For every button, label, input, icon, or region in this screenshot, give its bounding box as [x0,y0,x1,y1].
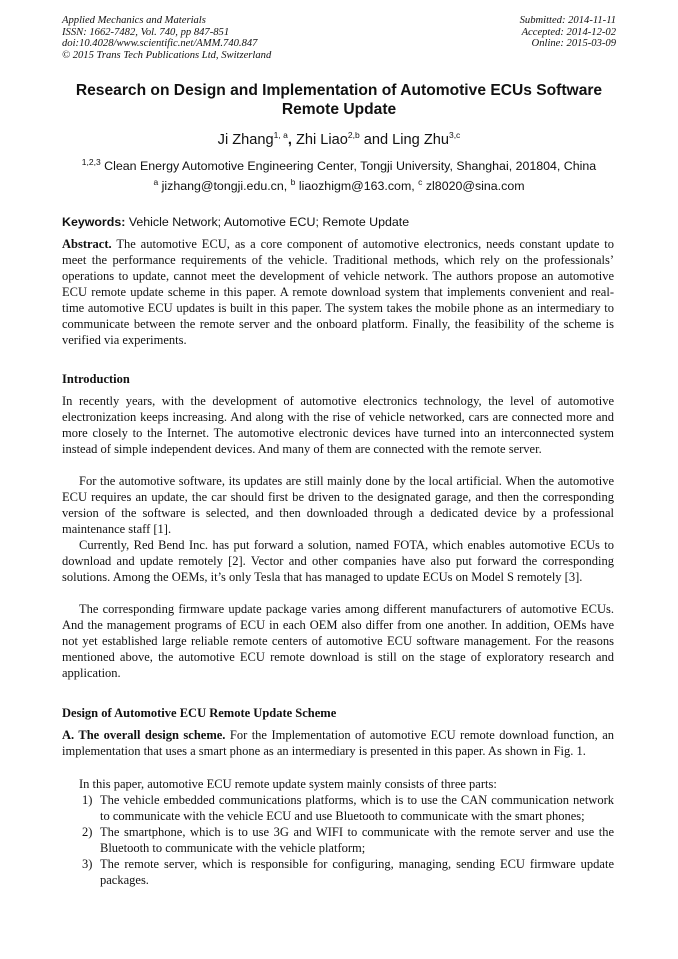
email-mark: a [153,176,159,187]
author-affil-mark: 2,b [347,130,360,141]
author-list [0,132,678,148]
intro-paragraph-1: In recently years, with the development of automotive electronics technology, the level of automotive electronization keeps increasing. And along with the rise of vehicle networked, cars are connected more and more closely to the Internet. The automotive electronic devices have turned into an interconnected system instead of simple independent devices. And many of them are connected with the remote server. [62,394,614,456]
section-heading-design: Design of Automotive ECU Remote Update Scheme [62,706,337,720]
list-item [62,824,614,856]
author-separator: and [359,132,393,148]
author-name: Ling Zhu [392,132,449,148]
design-subsection-a [62,727,614,759]
doi: doi:10.4028/www.scientific.net/AMM.740.847 [62,38,258,50]
abstract-label: Abstract. [62,237,112,251]
online-date: Online: 2015-03-09 [531,38,616,50]
subsection-label: A. The overall design scheme. [62,728,226,742]
list-number: 2) [82,825,93,839]
subsection-text: For the Implementation of automotive ECU remote download function, an implementation that uses a smart phone as an intermediary is presented in this paper. As shown in Fig. 1. [62,728,615,758]
abstract-text: The automotive ECU, as a core component of automotive electronics, needs constant update to meet the performance requirements of the vehicle. Traditional methods, which rely on the professionals’ operations to update, cannot meet the development of vehicle network. The authors propose an automotive ECU remote update scheme in this paper. A remote download system that implements convenient and real-time automotive ECU updates is built in this paper. The system takes the mobile phone as an intermediary to communicate between the remote server and the onboard platform. Finally, the feasibility of the scheme is verified via experiments. [62,237,614,347]
author-name: Zhi Liao [295,132,348,148]
journal-name: Applied Mechanics and Materials [62,15,206,26]
list-number: 3) [82,857,93,871]
paper-title: Research on Design and Implementation of Automotive ECUs Software Remote Update [75,82,603,118]
design-paragraph: In this paper, automotive ECU remote update system mainly consists of three parts: [79,777,497,791]
author-affil-mark: 1, a [273,130,288,141]
list-number: 1) [82,793,93,807]
system-parts-list [62,792,614,888]
intro-paragraph-2: For the automotive software, its updates are still mainly done by the local artificial. When the automotive ECU requires an update, the car should first be driven to the designated garage, and then the corresponding version of the software is selected, and then downloaded through a dedicated device by a professional maintenance staff [1]. [62,474,614,536]
list-item-text: The smartphone, which is to use 3G and WIFI to communicate with the remote server and use the Bluetooth to communicate with the vehicle platform; [100,825,614,855]
section-heading-introduction: Introduction [62,372,130,386]
list-item [62,856,614,888]
affiliation-text: Clean Energy Automotive Engineering Center, Tongji University, Shanghai, 201804, China [104,159,597,173]
keywords-text: Vehicle Network; Automotive ECU; Remote Update [128,215,410,229]
list-item-text: The remote server, which is responsible for configuring, managing, sending ECU firmware update packages. [100,857,614,887]
journal-info [62,15,271,61]
email-mark: c [418,176,423,187]
accepted-date: Accepted: 2014-12-02 [521,26,616,38]
author-name: Ji Zhang [217,132,274,148]
author-separator: , [287,132,296,148]
publication-dates [520,15,616,50]
email-address[interactable]: jizhang@tongji.edu.cn, [161,179,291,193]
affiliation-mark: 1,2,3 [81,156,101,167]
submitted-date: Submitted: 2014-11-11 [519,15,616,26]
abstract [62,236,614,348]
email-mark: b [290,176,296,187]
author-affil-mark: 3,c [448,130,461,141]
list-item [62,792,614,824]
email-address[interactable]: zl8020@sina.com [425,179,525,193]
intro-paragraph-3: Currently, Red Bend Inc. has put forward a solution, named FOTA, which enables automotive ECUs to download and update remotely [2]. Vector and other companies have also put forward the corresponding solutions. Among the OEMs, it’s only Tesla that has managed to update ECUs on Model S remotely [3]. [62,538,614,584]
issn: ISSN: 1662-7482, Vol. 740, pp 847-851 [62,26,230,38]
copyright: © 2015 Trans Tech Publications Ltd, Switzerland [62,49,272,61]
list-item-text: The vehicle embedded communications platforms, which is to use the CAN communication network to communicate with the vehicle ECU and use Bluetooth to communicate with the smart phones; [100,793,614,823]
intro-paragraph-4: The corresponding firmware update package varies among different manufacturers of automotive ECUs. And the management programs of ECU in each OEM also differ from one another. In addition, OEMs have not yet established large reliable remote centers of automotive ECU software management. For the reasons mentioned above, the automotive ECU remote download is still on the stage of exploratory research and application. [62,602,614,680]
keywords [62,215,409,229]
email-list [0,176,678,193]
email-address[interactable]: liaozhigm@163.com, [298,179,419,193]
keywords-label: Keywords: [62,215,126,229]
affiliation [0,156,678,173]
